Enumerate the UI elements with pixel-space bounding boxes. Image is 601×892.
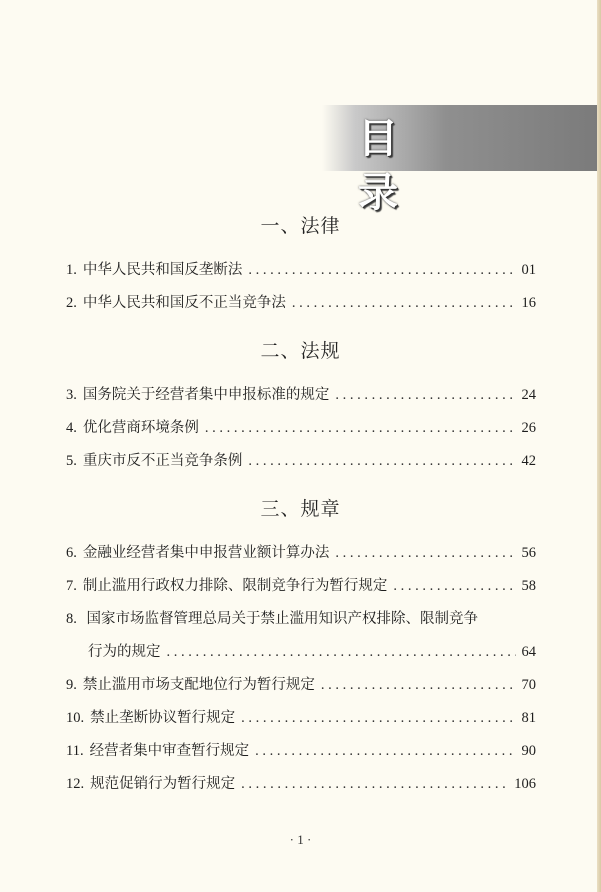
entry-title: 规范促销行为暂行规定 (90, 776, 236, 792)
leader-dots (255, 740, 515, 762)
leader-dots (335, 384, 515, 406)
entry-title: 重庆市反不正当竞争条例 (82, 453, 243, 469)
toc-entry[interactable] (66, 674, 536, 696)
entry-number: 5. (66, 453, 77, 469)
leader-dots (167, 641, 516, 663)
toc-entry[interactable] (66, 575, 536, 597)
leader-dots (393, 575, 515, 597)
entry-title: 禁止垄断协议暂行规定 (90, 710, 236, 726)
entry-number: 8. (66, 611, 77, 627)
leader-dots (292, 292, 516, 314)
entry-page: 24 (521, 387, 536, 403)
leader-dots (248, 259, 515, 281)
entry-title: 国务院关于经营者集中申报标准的规定 (82, 387, 330, 403)
leader-dots (321, 674, 516, 696)
toc-entry[interactable] (66, 542, 536, 564)
entry-page: 01 (521, 262, 536, 278)
toc-entry[interactable] (66, 773, 536, 795)
entry-title: 中华人民共和国反不正当竞争法 (82, 295, 286, 311)
entry-title: 禁止滥用市场支配地位行为暂行规定 (82, 677, 315, 693)
entry-title: 优化营商环境条例 (82, 420, 199, 436)
leader-dots (205, 417, 516, 439)
toc-entry[interactable] (66, 450, 536, 472)
entry-page: 16 (521, 295, 536, 311)
section-heading-law: 一、法律 (260, 215, 341, 237)
entry-page: 70 (521, 677, 536, 693)
entry-page: 90 (521, 743, 536, 759)
toc-entry-line2[interactable] (88, 641, 536, 663)
entry-page: 81 (521, 710, 536, 726)
toc-entry[interactable] (66, 740, 536, 762)
leader-dots (241, 707, 515, 729)
entry-page: 56 (521, 545, 536, 561)
toc-entry[interactable] (66, 384, 536, 406)
entry-title: 经营者集中审查暂行规定 (89, 743, 250, 759)
entry-number: 10. (66, 710, 85, 726)
entry-number: 2. (66, 295, 77, 311)
entry-page: 42 (521, 453, 536, 469)
entry-title: 国家市场监督管理总局关于禁止滥用知识产权排除、限制竞争 (86, 611, 478, 627)
entry-number: 4. (66, 420, 77, 436)
toc-entry[interactable] (66, 259, 536, 281)
entry-number: 11. (66, 743, 84, 759)
toc-entry[interactable] (66, 417, 536, 439)
entry-number: 6. (66, 545, 77, 561)
toc-entry[interactable] (66, 292, 536, 314)
entry-title-continued: 行为的规定 (88, 644, 161, 660)
page-number: · 1 · (289, 832, 312, 847)
entry-number: 9. (66, 677, 77, 693)
entry-page: 64 (521, 644, 536, 660)
entry-title: 制止滥用行政权力排除、限制竞争行为暂行规定 (82, 578, 388, 594)
leader-dots (248, 450, 515, 472)
entry-page: 106 (514, 776, 536, 792)
leader-dots (241, 773, 508, 795)
page-edge (597, 0, 601, 892)
entry-number: 1. (66, 262, 77, 278)
page-title: 目 录 (358, 116, 422, 216)
entry-number: 12. (66, 776, 85, 792)
section-heading-regulations: 二、法规 (260, 340, 341, 362)
entry-title: 金融业经营者集中申报营业额计算办法 (82, 545, 330, 561)
entry-page: 26 (521, 420, 536, 436)
entry-page: 58 (521, 578, 536, 594)
section-heading-rules: 三、规章 (260, 498, 341, 520)
entry-title: 中华人民共和国反垄断法 (82, 262, 243, 278)
toc-entry[interactable] (66, 707, 536, 729)
entry-number: 7. (66, 578, 77, 594)
entry-number: 3. (66, 387, 77, 403)
leader-dots (335, 542, 515, 564)
toc-entry-line1[interactable] (66, 608, 536, 630)
